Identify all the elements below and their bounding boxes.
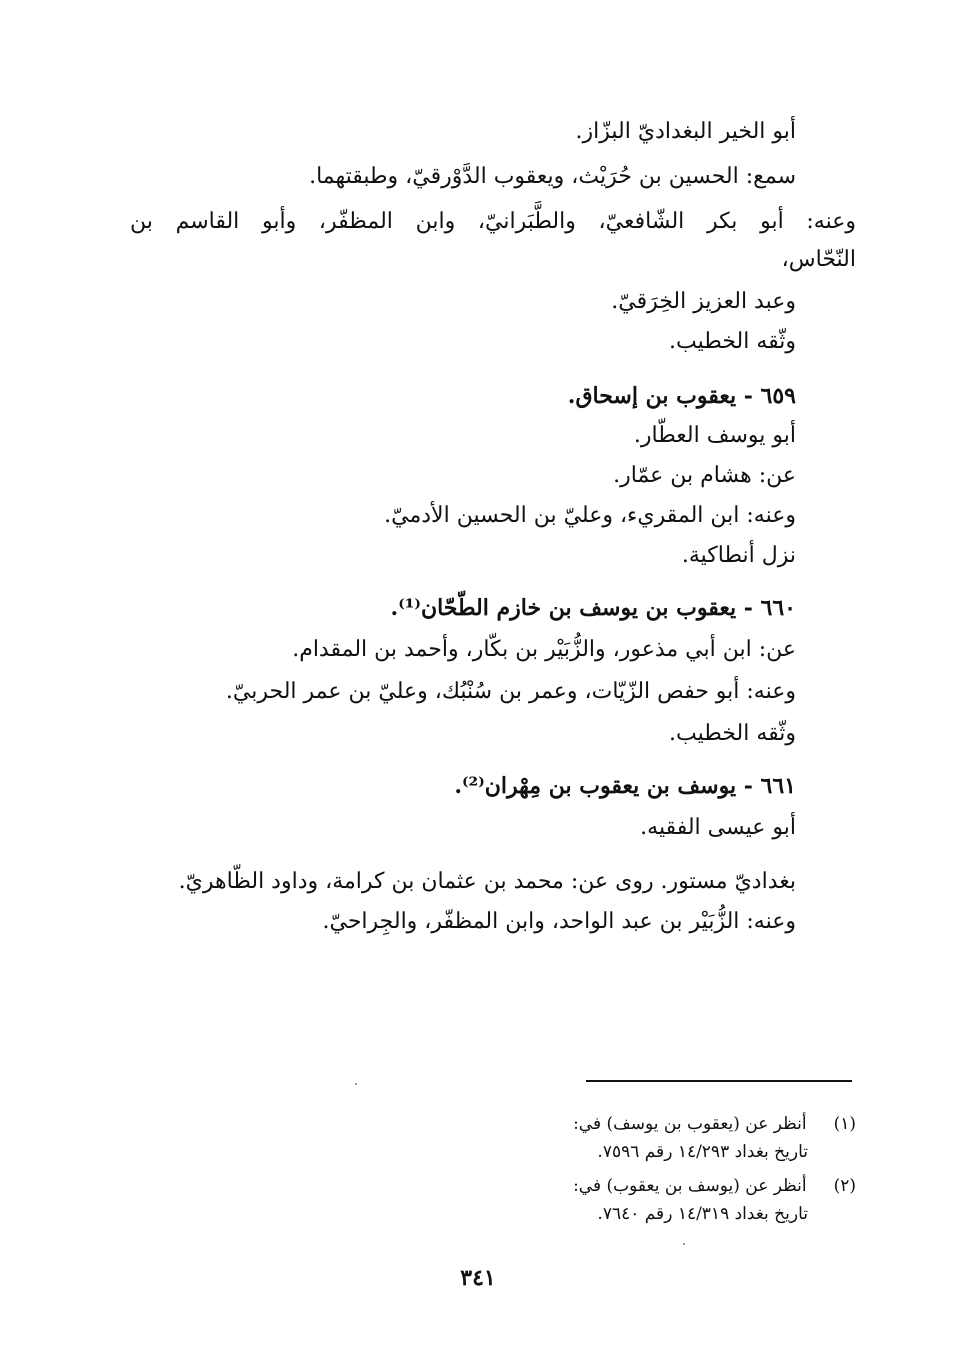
- body-line: وعبد العزيز الخِرَقيّ.: [611, 289, 796, 314]
- body-line: نزل أنطاكية.: [681, 543, 796, 568]
- footnote-2-number: (٢): [833, 1176, 856, 1196]
- footnote-2-text: أنظر عن (يوسف بن يعقوب) في:: [573, 1176, 807, 1196]
- footnote-1-number: (١): [833, 1114, 856, 1134]
- body-line: بغداديّ مستور. روى عن: محمد بن عثمان بن كرامة، وداود الظّاهريّ.: [178, 869, 796, 894]
- footnote-2-line-2: تاريخ بغداد ١٤/٣١٩ رقم ٧٦٤٠.: [597, 1204, 808, 1224]
- body-line: وثّقه الخطيب.: [669, 721, 796, 746]
- entry-heading-661: ٦٦١ - يوسف بن يعقوب بن مِهْران⁽²⁾.: [454, 773, 796, 799]
- scan-speck: [683, 1243, 685, 1245]
- footnote-1-text: أنظر عن (يعقوب بن يوسف) في:: [573, 1114, 807, 1134]
- footnote-1-line-2: تاريخ بغداد ١٤/٢٩٣ رقم ٧٥٩٦.: [597, 1142, 808, 1162]
- body-line: وثّقه الخطيب.: [669, 329, 796, 354]
- footnote-separator: [586, 1080, 852, 1082]
- body-line: أبو الخير البغداديّ البزّاز.: [575, 119, 796, 144]
- page-number: ٣٤١: [460, 1265, 496, 1291]
- body-line: النّحّاس،: [781, 247, 856, 272]
- body-line: أبو يوسف العطّار.: [633, 423, 796, 448]
- body-line: وعنه: أبو بكر الشّافعيّ، والطَّبَرانيّ، وابن المظفّر، وأبو القاسم بن: [130, 209, 856, 234]
- body-line: سمع: الحسين بن حُرَيْث، ويعقوب الدَّوْرقيّ، وطبقتهما.: [309, 164, 796, 189]
- body-line: عن: هشام بن عمّار.: [613, 463, 796, 488]
- entry-heading-659: ٦٥٩ - يعقوب بن إسحاق.: [567, 383, 796, 409]
- body-line: وعنه: الزُّبَيْر بن عبد الواحد، وابن المظفّر، والجِراحيّ.: [322, 909, 796, 934]
- footnote-2-line-1: [400, 1172, 856, 1200]
- entry-heading-660: ٦٦٠ - يعقوب بن يوسف بن خازم الطّحّان⁽¹⁾.: [390, 595, 796, 621]
- body-line: عن: ابن أبي مذعور، والزُّبَيْر بن بكّار، وأحمد بن المقدام.: [292, 637, 796, 662]
- body-line: وعنه: أبو حفص الزّيّات، وعمر بن سُنْبُك، وعليّ بن عمر الحربيّ.: [225, 679, 796, 704]
- body-line: وعنه: ابن المقريء، وعليّ بن الحسين الأدميّ.: [384, 503, 796, 528]
- scan-speck: [355, 1083, 357, 1085]
- footnote-1-line-1: [400, 1110, 856, 1138]
- body-line: أبو عيسى الفقيه.: [640, 815, 796, 840]
